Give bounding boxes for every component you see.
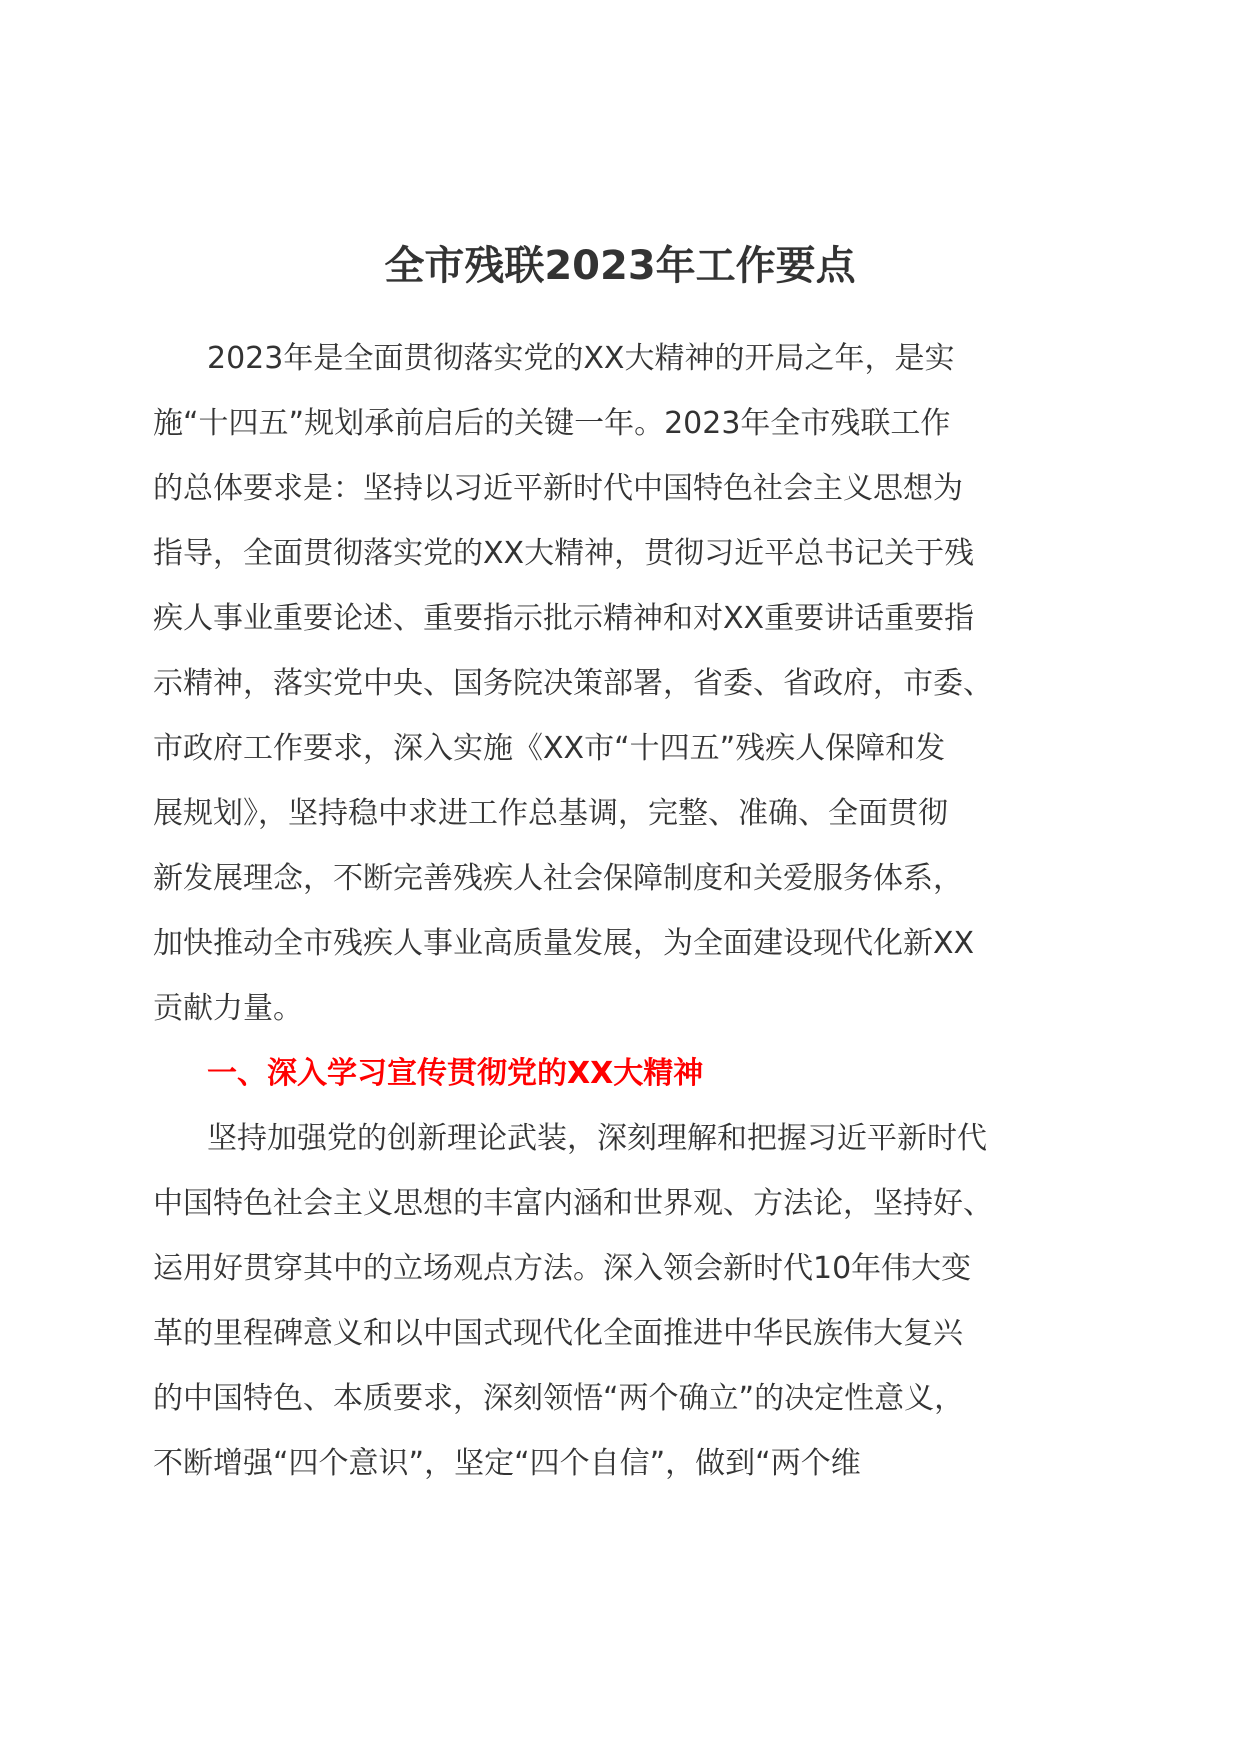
paragraph-line: 指导，全面贯彻落实党的XX大精神，贯彻习近平总书记关于残 <box>153 536 975 571</box>
paragraph-line: 贡献力量。 <box>153 991 303 1026</box>
paragraph-1 <box>153 326 1093 1041</box>
paragraph-line: 市政府工作要求，深入实施《XX市“十四五”残疾人保障和发 <box>153 731 946 766</box>
paragraph-line: 不断增强“四个意识”，坚定“四个自信”，做到“两个维 <box>153 1446 861 1481</box>
paragraph-line: 加快推动全市残疾人事业高质量发展，为全面建设现代化新XX <box>153 926 975 961</box>
paragraph-line: 坚持加强党的创新理论武装，深刻理解和把握习近平新时代 <box>207 1121 987 1156</box>
paragraph-line: 施“十四五”规划承前启后的关键一年。2023年全市残联工作 <box>153 406 951 441</box>
paragraph-line: 示精神，落实党中央、国务院决策部署，省委、省政府，市委、 <box>153 666 993 701</box>
paragraph-2 <box>153 1106 1093 1496</box>
paragraph-line: 革的里程碑意义和以中国式现代化全面推进中华民族伟大复兴 <box>153 1316 963 1351</box>
paragraph-line: 的中国特色、本质要求，深刻领悟“两个确立”的决定性意义， <box>153 1381 965 1416</box>
paragraph-line: 中国特色社会主义思想的丰富内涵和世界观、方法论，坚持好、 <box>153 1186 993 1221</box>
document-title: 全市残联2023年工作要点 <box>384 243 856 289</box>
paragraph-line: 展规划》，坚持稳中求进工作总基调，完整、准确、全面贯彻 <box>153 796 948 831</box>
paragraph-line: 2023年是全面贯彻落实党的XX大精神的开局之年，是实 <box>207 341 955 376</box>
paragraph-line: 运用好贯穿其中的立场观点方法。深入领会新时代10年伟大变 <box>153 1251 972 1286</box>
paragraph-line: 新发展理念，不断完善残疾人社会保障制度和关爱服务体系， <box>153 861 963 896</box>
paragraph-line: 疾人事业重要论述、重要指示批示精神和对XX重要讲话重要指 <box>153 601 975 636</box>
paragraph-line: 的总体要求是：坚持以习近平新时代中国特色社会主义思想为 <box>153 471 963 506</box>
section-heading: 一、深入学习宣传贯彻党的XX大精神 <box>207 1056 704 1091</box>
